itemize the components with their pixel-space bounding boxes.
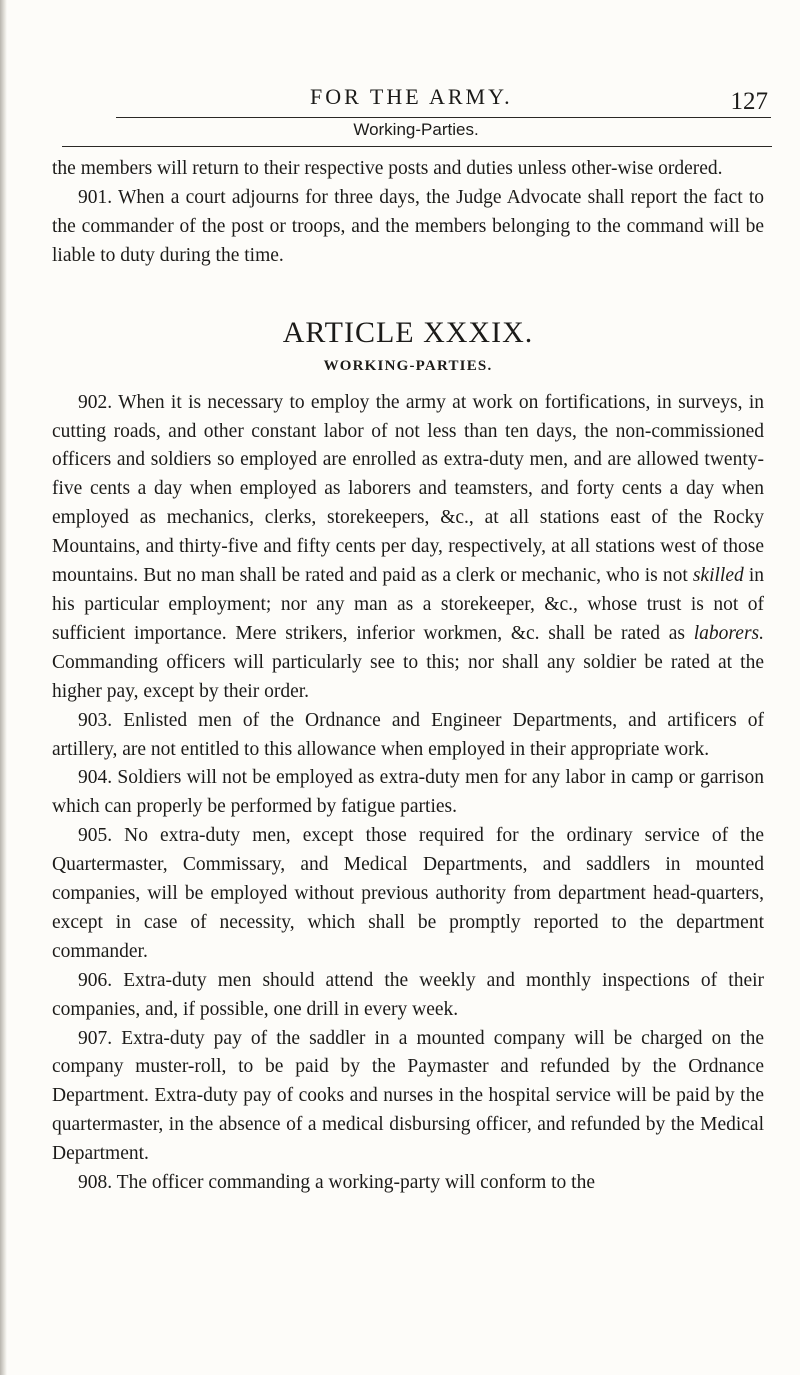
header-rule-top	[116, 117, 771, 118]
page-number: 127	[730, 88, 768, 115]
paragraph-904: 904. Soldiers will not be employed as extra-duty men for any labor in camp or garrison which can properly be performed by fatigue parties.	[52, 767, 764, 818]
paragraph-continued: the members will return to their respective posts and duties unless other-wise ordered.	[52, 158, 723, 179]
article-title: ARTICLE XXXIX.	[282, 315, 534, 349]
paragraph-905: 905. No extra-duty men, except those required for the ordinary service of the Quartermaster, Commissary, and Medical Departments, and saddlers in mounted companies, will be employed without previous authority from department head-quarters, except in case of necessity, which shall be promptly reported to the department commander.	[52, 825, 764, 962]
paragraph-903: 903. Enlisted men of the Ordnance and Engineer Departments, and artificers of artillery, are not entitled to this allowance when employed in their appropriate work.	[52, 709, 764, 760]
book-spine-shadow	[0, 0, 7, 1375]
page-header	[52, 84, 780, 124]
article-subtitle: WORKING-PARTIES.	[323, 357, 493, 374]
paragraph-number: 907.	[78, 1027, 113, 1049]
emphasis-laborers: laborers.	[693, 622, 764, 644]
paragraph-number: 905.	[78, 825, 113, 847]
paragraph-number: 901.	[78, 186, 113, 208]
paragraph-number: 906.	[78, 969, 113, 991]
header-rule-bottom	[62, 146, 772, 147]
paragraph-number: 908.	[78, 1172, 113, 1194]
running-title: FOR THE ARMY.	[310, 84, 513, 109]
section-head: Working-Parties.	[353, 120, 479, 139]
paragraph-906: 906. Extra-duty men should attend the weekly and monthly inspections of their companies, and, if possible, one drill in every week.	[52, 969, 765, 1020]
paragraph-number: 903.	[78, 709, 113, 731]
paragraph-number: 904.	[78, 767, 113, 789]
paragraph-902: 902. When it is necessary to employ the army at work on fortifications, in surveys, in cutting roads, and other constant labor of not less than ten days, the non-commissioned officers and soldiers so employed are enrolled as extra-duty men, and are allowed twenty-five cents a day when employed as laborers and teamsters, and forty cents a day when employed as mechanics, clerks, storekeepers, &c., at all stations east of the Rocky Mountains, and thirty-five and fifty cents per day, respectively, at all stations west of those mountains. But no man shall be rated and paid as a clerk or mechanic, who is not skilled in his particular employment; nor any man as a storekeeper, &c., whose trust is not of sufficient importance. Mere strikers, inferior workmen, &c. shall be rated as laborers. Commanding officers will particularly see to this; nor shall any soldier be rated at the higher pay, except by their order.	[52, 391, 764, 702]
paragraph-907: 907. Extra-duty pay of the saddler in a mounted company will be charged on the company muster-roll, to be paid by the Paymaster and refunded by the Ordnance Department. Extra-duty pay of cooks and nurses in the hospital service will be paid by the quartermaster, in the absence of a medical disbursing officer, and refunded by the Medical Department.	[52, 1027, 764, 1165]
paragraph-908: 908. The officer commanding a working-party will conform to the	[78, 1172, 595, 1194]
body-text	[52, 155, 764, 1198]
emphasis-skilled: skilled	[692, 565, 744, 587]
paragraph-number: 902.	[78, 391, 113, 413]
paragraph-901: 901. When a court adjourns for three days, the Judge Advocate shall report the fact to the commander of the post or troops, and the members belonging to the command will be liable to duty during the time.	[52, 186, 764, 266]
